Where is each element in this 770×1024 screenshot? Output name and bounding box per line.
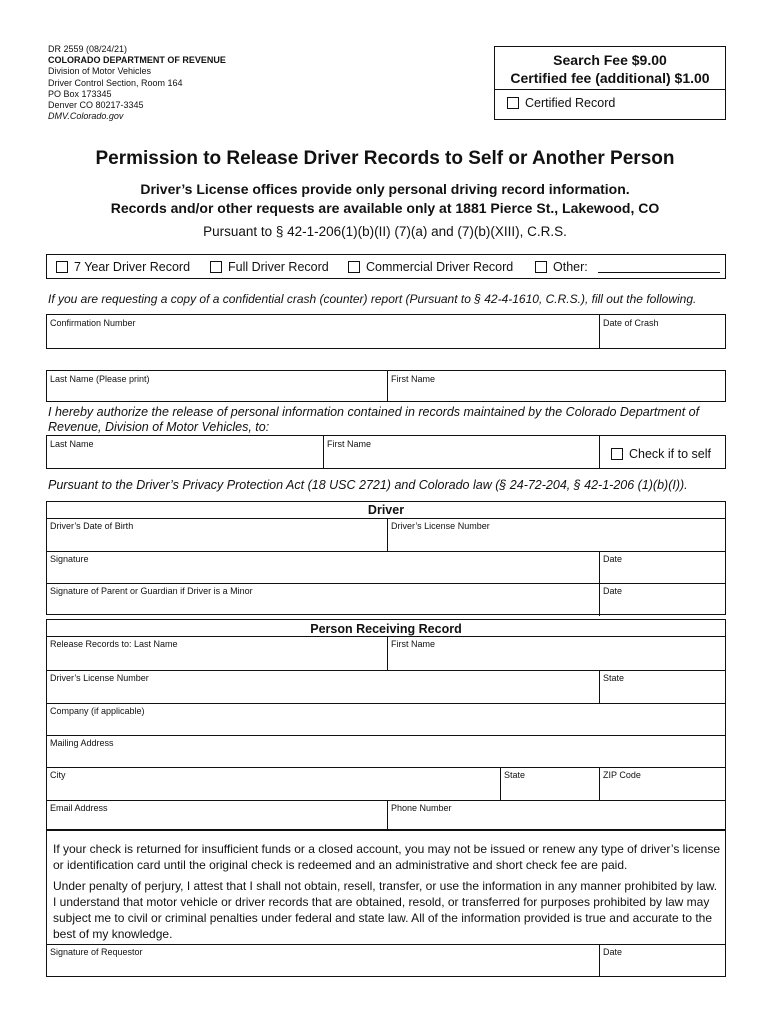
page-title: Permission to Release Driver Records to Self or Another Person — [95, 148, 675, 169]
bad-check-notice: If your check is returned for insufficient funds or a closed account, you may not be issued or renew any type of driver’s license or identification card until the original check is redeemed and an administrative and short check fee are paid. — [53, 842, 721, 872]
divider — [599, 315, 600, 348]
receiver-first-name-label: First Name — [391, 639, 436, 649]
guardian-signature-label: Signature of Parent or Guardian if Driver is a Minor — [50, 586, 253, 596]
requestor-last-name-label: Last Name (Please print) — [50, 374, 150, 384]
crash-box — [46, 314, 726, 349]
requestor-first-name-label: First Name — [391, 374, 436, 384]
divider — [47, 518, 725, 519]
driver-license-number-label: Driver’s License Number — [391, 521, 490, 531]
date-of-crash-label: Date of Crash — [603, 318, 659, 328]
privacy-note: Pursuant to the Driver’s Privacy Protection Act (18 USC 2721) and Colorado law (§ 24-72-204, § 42-1-206 (1)(b)(I)). — [48, 478, 688, 492]
crash-note: If you are requesting a copy of a confidential crash (counter) report (Pursuant to § 42-4-1610, C.R.S.), fill out the following. — [48, 292, 697, 306]
other-checkbox[interactable] — [535, 261, 547, 273]
notice-section — [46, 830, 726, 977]
receiver-section-title: Person Receiving Record — [310, 622, 462, 636]
receiver-license-state-label: State — [603, 673, 625, 683]
divider — [47, 767, 725, 768]
fee-info — [495, 47, 725, 90]
divider — [599, 670, 600, 703]
subtitle-1: Driver’s License offices provide only personal driving record information. — [140, 181, 630, 197]
divider — [599, 767, 600, 800]
7-year-label: 7 Year Driver Record — [74, 259, 191, 274]
department-name: COLORADO DEPARTMENT OF REVENUE — [48, 55, 226, 66]
division-name: Division of Motor Vehicles — [48, 66, 152, 77]
certified-record-checkbox[interactable] — [507, 97, 519, 109]
option-commercial[interactable] — [348, 260, 513, 274]
other-input[interactable] — [598, 261, 720, 273]
commercial-checkbox[interactable] — [348, 261, 360, 273]
recipient-last-name-label: Last Name — [50, 439, 94, 449]
search-fee: Search Fee $9.00 — [553, 52, 667, 68]
check-self-checkbox[interactable] — [611, 448, 623, 460]
divider — [599, 436, 600, 468]
fee-box — [494, 46, 726, 120]
zip-code-label: ZIP Code — [603, 770, 641, 780]
certified-record-label: Certified Record — [525, 96, 616, 110]
po-box: PO Box 173345 — [48, 88, 112, 99]
recipient-short-box — [46, 435, 726, 469]
subtitle-2: Records and/or other requests are available only at 1881 Pierce St., Lakewood, CO — [110, 200, 660, 216]
other-label: Other: — [553, 259, 588, 274]
driver-signature-date-label: Date — [603, 554, 623, 564]
certified-fee: Certified fee (additional) $1.00 — [510, 70, 710, 86]
divider — [47, 800, 725, 801]
full-record-checkbox[interactable] — [210, 261, 222, 273]
driver-signature-label: Signature — [50, 554, 89, 564]
7-year-checkbox[interactable] — [56, 261, 68, 273]
divider — [387, 518, 388, 551]
requestor-signature-label: Signature of Requestor — [50, 947, 143, 957]
divider — [387, 371, 388, 401]
divider — [500, 767, 501, 800]
confirmation-number-label: Confirmation Number — [50, 318, 136, 328]
check-self-label: Check if to self — [629, 447, 711, 461]
recipient-first-name-label: First Name — [327, 439, 372, 449]
divider — [323, 436, 324, 468]
requestor-date-label: Date — [603, 947, 623, 957]
divider — [47, 551, 725, 552]
city-label: City — [50, 770, 66, 780]
email-label: Email Address — [50, 803, 108, 813]
receiver-section — [46, 619, 726, 830]
divider — [47, 735, 725, 736]
driver-section-title: Driver — [367, 503, 405, 517]
certified-record-option[interactable] — [495, 90, 725, 110]
option-full[interactable] — [210, 260, 329, 274]
check-self-option[interactable] — [611, 447, 711, 461]
city-zip: Denver CO 80217-3345 — [48, 100, 144, 111]
option-7-year[interactable] — [56, 260, 190, 274]
phone-label: Phone Number — [391, 803, 452, 813]
mailing-address-label: Mailing Address — [50, 738, 114, 748]
agency-header — [48, 44, 226, 122]
divider — [599, 944, 600, 977]
divider — [387, 800, 388, 831]
perjury-attestation: Under penalty of perjury, I attest that I shall not obtain, resell, transfer, or use the information in any manner prohibited by law. I understand that motor vehicle or driver records that are obtained, resold, or transferred for purposes prohibited by law may subject me to civil or criminal penalties under federal and state law. All of the information provided is true and accurate to the best of my knowledge. — [53, 879, 718, 941]
divider — [47, 670, 725, 671]
guardian-date-label: Date — [603, 586, 623, 596]
record-type-row — [46, 254, 726, 279]
divider — [47, 944, 725, 945]
full-record-label: Full Driver Record — [228, 259, 329, 274]
section-name: Driver Control Section, Room 164 — [48, 77, 183, 88]
driver-dob-label: Driver’s Date of Birth — [50, 521, 134, 531]
divider — [47, 636, 725, 637]
website: DMV.Colorado.gov — [48, 111, 124, 122]
divider — [47, 703, 725, 704]
driver-section — [46, 501, 726, 615]
option-other[interactable] — [535, 260, 720, 274]
divider — [47, 583, 725, 584]
commercial-label: Commercial Driver Record — [366, 259, 514, 274]
form-number: DR 2559 (08/24/21) — [48, 44, 128, 54]
requestor-name-box — [46, 370, 726, 402]
authorization-statement: I hereby authorize the release of personal information contained in records maintained by the Colorado Department of Revenue, Division of Motor Vehicles, to: — [48, 405, 700, 434]
receiver-last-name-label: Release Records to: Last Name — [50, 639, 178, 649]
statute-reference: Pursuant to § 42-1-206(1)(b)(II) (7)(a) and (7)(b)(XIII), C.R.S. — [203, 224, 567, 239]
company-label: Company (if applicable) — [50, 706, 145, 716]
address-state-label: State — [504, 770, 526, 780]
receiver-license-label: Driver’s License Number — [50, 673, 149, 683]
divider — [387, 636, 388, 670]
